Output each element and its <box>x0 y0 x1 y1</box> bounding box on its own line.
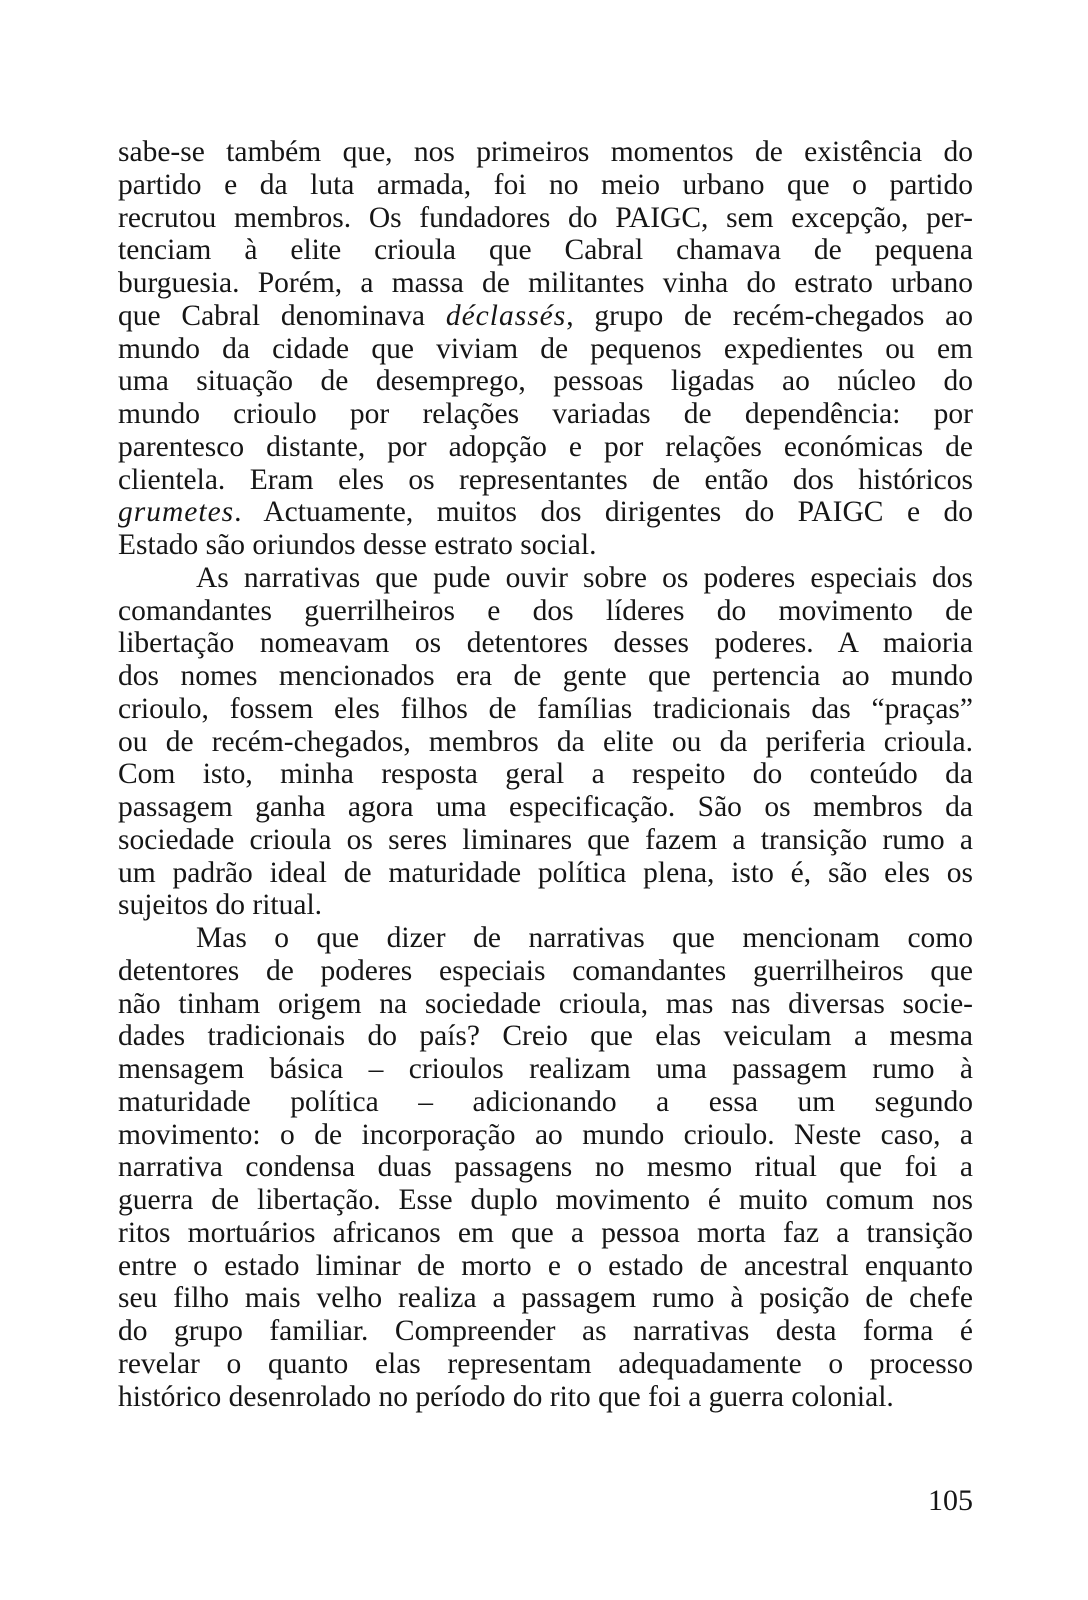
text-segment: entre o estado liminar de morto e o estado de ancestral enquanto <box>118 1249 973 1282</box>
text-line <box>118 889 973 922</box>
text-segment: mundo crioulo por relações variadas de dependência: por <box>118 398 973 430</box>
text-line <box>118 824 973 857</box>
text-line <box>118 365 973 398</box>
text-segment: sabe-se também que, nos primeiros momentos de existência do <box>118 136 973 168</box>
text-line <box>118 1315 973 1348</box>
text-line <box>118 791 973 824</box>
text-segment: seu filho mais velho realiza a passagem rumo à posição de chefe <box>118 1282 973 1315</box>
italic-term: déclassés <box>445 299 567 332</box>
text-segment: um padrão ideal de maturidade política plena, isto é, são eles os <box>118 856 973 889</box>
text-segment: burguesia. Porém, a massa de militantes vinha do estrato urbano <box>118 267 973 299</box>
text-segment: As narrativas que pude ouvir sobre os poderes especiais dos <box>196 561 973 594</box>
text-line <box>118 267 973 300</box>
text-line <box>118 431 973 464</box>
text-segment: recrutou membros. Os fundadores do PAIGC, sem excepção, per- <box>118 201 973 234</box>
text-line <box>118 627 973 660</box>
text-line <box>118 1282 973 1315</box>
text-line <box>118 1348 973 1381</box>
text-line <box>118 333 973 366</box>
text-line <box>118 562 973 595</box>
text-segment: não tinham origem na sociedade crioula, mas nas diversas socie- <box>118 987 973 1020</box>
text-line <box>118 758 973 791</box>
text-line <box>118 169 973 202</box>
page-number: 105 <box>928 1484 973 1517</box>
text-line <box>118 398 973 431</box>
text-segment: , grupo de recém-chegados ao <box>566 299 973 332</box>
text-line <box>118 1151 973 1184</box>
text-segment: narrativa condensa duas passagens no mesmo ritual que foi a <box>118 1151 973 1184</box>
text-segment: tenciam à elite crioula que Cabral chamava de pequena <box>118 234 973 267</box>
text-segment: mundo da cidade que viviam de pequenos expedientes ou em <box>118 332 973 365</box>
text-line <box>118 1217 973 1250</box>
text-segment: Com isto, minha resposta geral a respeito do conteúdo da <box>118 758 973 791</box>
text-line <box>118 464 973 497</box>
text-segment: uma situação de desemprego, pessoas ligadas ao núcleo do <box>118 365 973 398</box>
text-segment: Estado são oriundos desse estrato social. <box>118 529 597 561</box>
text-segment: guerra de libertação. Esse duplo movimento é muito comum nos <box>118 1184 973 1216</box>
text-segment: Mas o que dizer de narrativas que mencionam como <box>196 922 973 954</box>
text-segment: ou de recém-chegados, membros da elite ou da periferia crioula. <box>118 725 973 758</box>
text-line <box>118 726 973 759</box>
text-segment: revelar o quanto elas representam adequadamente o processo <box>118 1347 973 1380</box>
text-line <box>118 955 973 988</box>
text-segment: passagem ganha agora uma especificação. São os membros da <box>118 791 973 823</box>
text-segment: dos nomes mencionados era de gente que pertencia ao mundo <box>118 660 973 692</box>
text-segment: . Actuamente, muitos dos dirigentes do PAIGC e do <box>234 496 973 529</box>
text-line <box>118 234 973 267</box>
text-line <box>118 1053 973 1086</box>
text-segment: maturidade política – adicionando a essa um segundo <box>118 1085 973 1118</box>
text-line <box>118 857 973 890</box>
text-segment: dades tradicionais do país? Creio que elas veiculam a mesma <box>118 1020 973 1053</box>
text-segment: comandantes guerrilheiros e dos líderes do movimento de <box>118 594 973 627</box>
paragraph <box>118 922 973 1413</box>
page-body <box>118 136 973 1413</box>
text-segment: que Cabral denominava <box>118 299 446 332</box>
text-line <box>118 1086 973 1119</box>
text-segment: histórico desenrolado no período do rito que foi a guerra colonial. <box>118 1380 894 1413</box>
text-line <box>118 496 973 529</box>
text-line <box>118 136 973 169</box>
paragraph <box>118 562 973 922</box>
text-line <box>118 988 973 1021</box>
text-line <box>118 1250 973 1283</box>
text-line <box>118 693 973 726</box>
text-segment: detentores de poderes especiais comandantes guerrilheiros que <box>118 954 973 987</box>
text-line <box>118 595 973 628</box>
text-line <box>118 660 973 693</box>
text-segment: clientela. Eram eles os representantes de então dos históricos <box>118 463 973 496</box>
text-segment: crioulo, fossem eles filhos de famílias tradicionais das “praças” <box>118 692 973 725</box>
text-line <box>118 1119 973 1152</box>
text-segment: movimento: o de incorporação ao mundo crioulo. Neste caso, a <box>118 1118 973 1151</box>
italic-term: grumetes <box>118 496 235 529</box>
paragraph <box>118 136 973 562</box>
text-segment: parentesco distante, por adopção e por relações económicas de <box>118 430 973 463</box>
text-segment: sociedade crioula os seres liminares que fazem a transição rumo a <box>118 823 973 856</box>
text-segment: libertação nomeavam os detentores desses poderes. A maioria <box>118 627 973 660</box>
text-segment: partido e da luta armada, foi no meio urbano que o partido <box>118 168 973 201</box>
text-line <box>118 300 973 333</box>
text-line <box>118 202 973 235</box>
text-segment: do grupo familiar. Compreender as narrativas desta forma é <box>118 1315 973 1347</box>
text-line <box>118 1381 973 1414</box>
text-line <box>118 1184 973 1217</box>
text-segment: mensagem básica – crioulos realizam uma passagem rumo à <box>118 1053 973 1085</box>
text-segment: ritos mortuários africanos em que a pessoa morta faz a transição <box>118 1216 973 1249</box>
text-segment: sujeitos do ritual. <box>118 889 323 922</box>
text-line <box>118 529 973 562</box>
text-line <box>118 1020 973 1053</box>
text-line <box>118 922 973 955</box>
